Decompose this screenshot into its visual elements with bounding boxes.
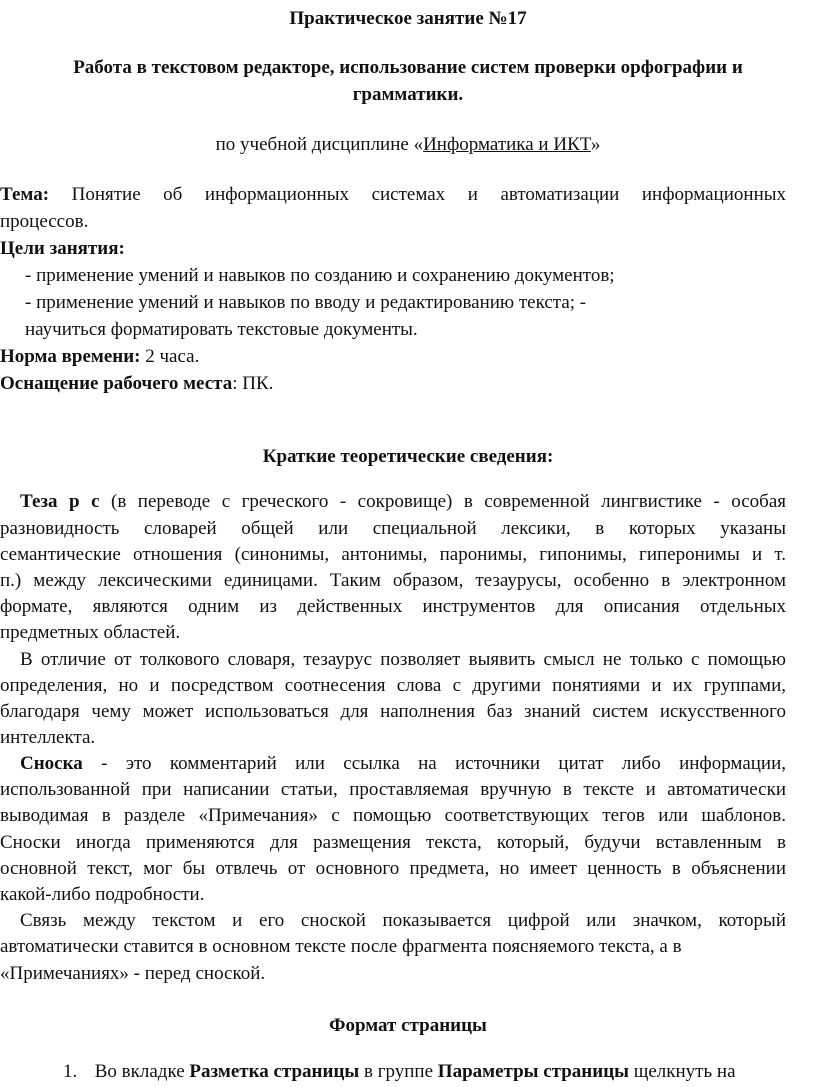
thesaurus-term: Теза р с [20, 491, 100, 512]
paragraph-line: разновидность словарей общей или специальной лексики, в которых указаны [0, 518, 786, 539]
paragraph-line: какой-либо подробности. [0, 884, 205, 905]
equipment-line [0, 370, 273, 397]
document-subtitle-line2: грамматики. [352, 84, 464, 105]
time-norm-line [0, 343, 199, 370]
document-title: Практическое занятие №17 [289, 8, 527, 29]
paragraph-line: использованной при написании статьи, проставляемая вручную в тексте и автоматически [0, 779, 786, 800]
discipline-suffix: » [590, 134, 601, 155]
discipline-line [0, 131, 816, 158]
footnote-paragraph-line1 [20, 750, 786, 777]
time-norm-value: 2 часа. [140, 346, 200, 367]
paragraph-line: выводимая в разделе «Примечания» с помощью соответствующих тегов или шаблонов. [0, 805, 786, 826]
goals-label: Цели занятия: [0, 238, 125, 259]
discipline-prefix: по учебной дисциплине « [215, 134, 424, 155]
goal-item: научиться форматировать текстовые документы. [25, 319, 418, 340]
paragraph-line: благодаря чему может использоваться для наполнения баз знаний систем искусственного [0, 701, 786, 722]
topic-line [0, 181, 786, 208]
equipment-label: Оснащение рабочего места [0, 373, 233, 394]
paragraph-line: В отличие от толкового словаря, тезаурус позволяет выявить смысл не только с помощью [20, 649, 786, 670]
paragraph-line: п.) между лексическими единицами. Таким образом, тезаурусы, особенно в электронном [0, 570, 786, 591]
goal-item: - применение умений и навыков по созданию и сохранению документов; [25, 265, 615, 286]
paragraph-line: Связь между текстом и его сноской показывается цифрой или значком, который [20, 910, 786, 931]
paragraph-line: интеллекта. [0, 727, 96, 748]
footnote-text: - это комментарий или ссылка на источники цитат либо информации, [101, 753, 787, 774]
group-name: Параметры страницы [437, 1061, 629, 1082]
theory-heading: Краткие теоретические сведения: [262, 446, 554, 467]
discipline-name: Информатика и ИКТ [423, 134, 591, 155]
paragraph-line: Сноски иногда применяются для размещения текста, который, будучи вставленным в [0, 832, 786, 853]
topic-label: Тема: [0, 184, 50, 205]
equipment-value: : ПК. [232, 373, 274, 394]
topic-text: Понятие об информационных системах и автоматизации информационных [71, 184, 786, 205]
footnote-term: Сноска [20, 753, 83, 774]
document-subtitle-line1: Работа в текстовом редакторе, использование систем проверки орфографии и [73, 57, 743, 78]
paragraph-line: автоматически ставится в основном тексте после фрагмента поясняемого текста, а в [0, 936, 682, 957]
thesaurus-paragraph-line1 [0, 488, 786, 515]
format-list-item [63, 1058, 736, 1085]
tab-name: Разметка страницы [189, 1061, 360, 1082]
paragraph-line: основной текст, мог бы отвлечь от основного предмета, но имеет ценность в объяснении [0, 858, 786, 879]
list-number: 1. [63, 1061, 78, 1082]
topic-text-cont: процессов. [0, 211, 89, 232]
paragraph-line: «Примечаниях» - перед сноской. [0, 963, 266, 984]
format-heading: Формат страницы [329, 1015, 487, 1036]
list-text-prefix: Во вкладке [94, 1061, 190, 1082]
time-norm-label: Норма времени: [0, 346, 141, 367]
list-text-suffix: щелкнуть на [628, 1061, 736, 1082]
list-text-mid: в группе [359, 1061, 438, 1082]
paragraph-line: формате, являются одним из действенных инструментов для описания отдельных [0, 596, 786, 617]
paragraph-line: предметных областей. [0, 622, 181, 643]
goal-item: - применение умений и навыков по вводу и редактированию текста; - [25, 292, 587, 313]
paragraph-line: определения, но и посредством соотнесения слова с другими понятиями и их группами, [0, 675, 786, 696]
thesaurus-text: (в переводе с греческого - сокровище) в современной лингвистике - особая [111, 491, 786, 512]
paragraph-line: семантические отношения (синонимы, антонимы, паронимы, гипонимы, гиперонимы и т. [0, 544, 786, 565]
